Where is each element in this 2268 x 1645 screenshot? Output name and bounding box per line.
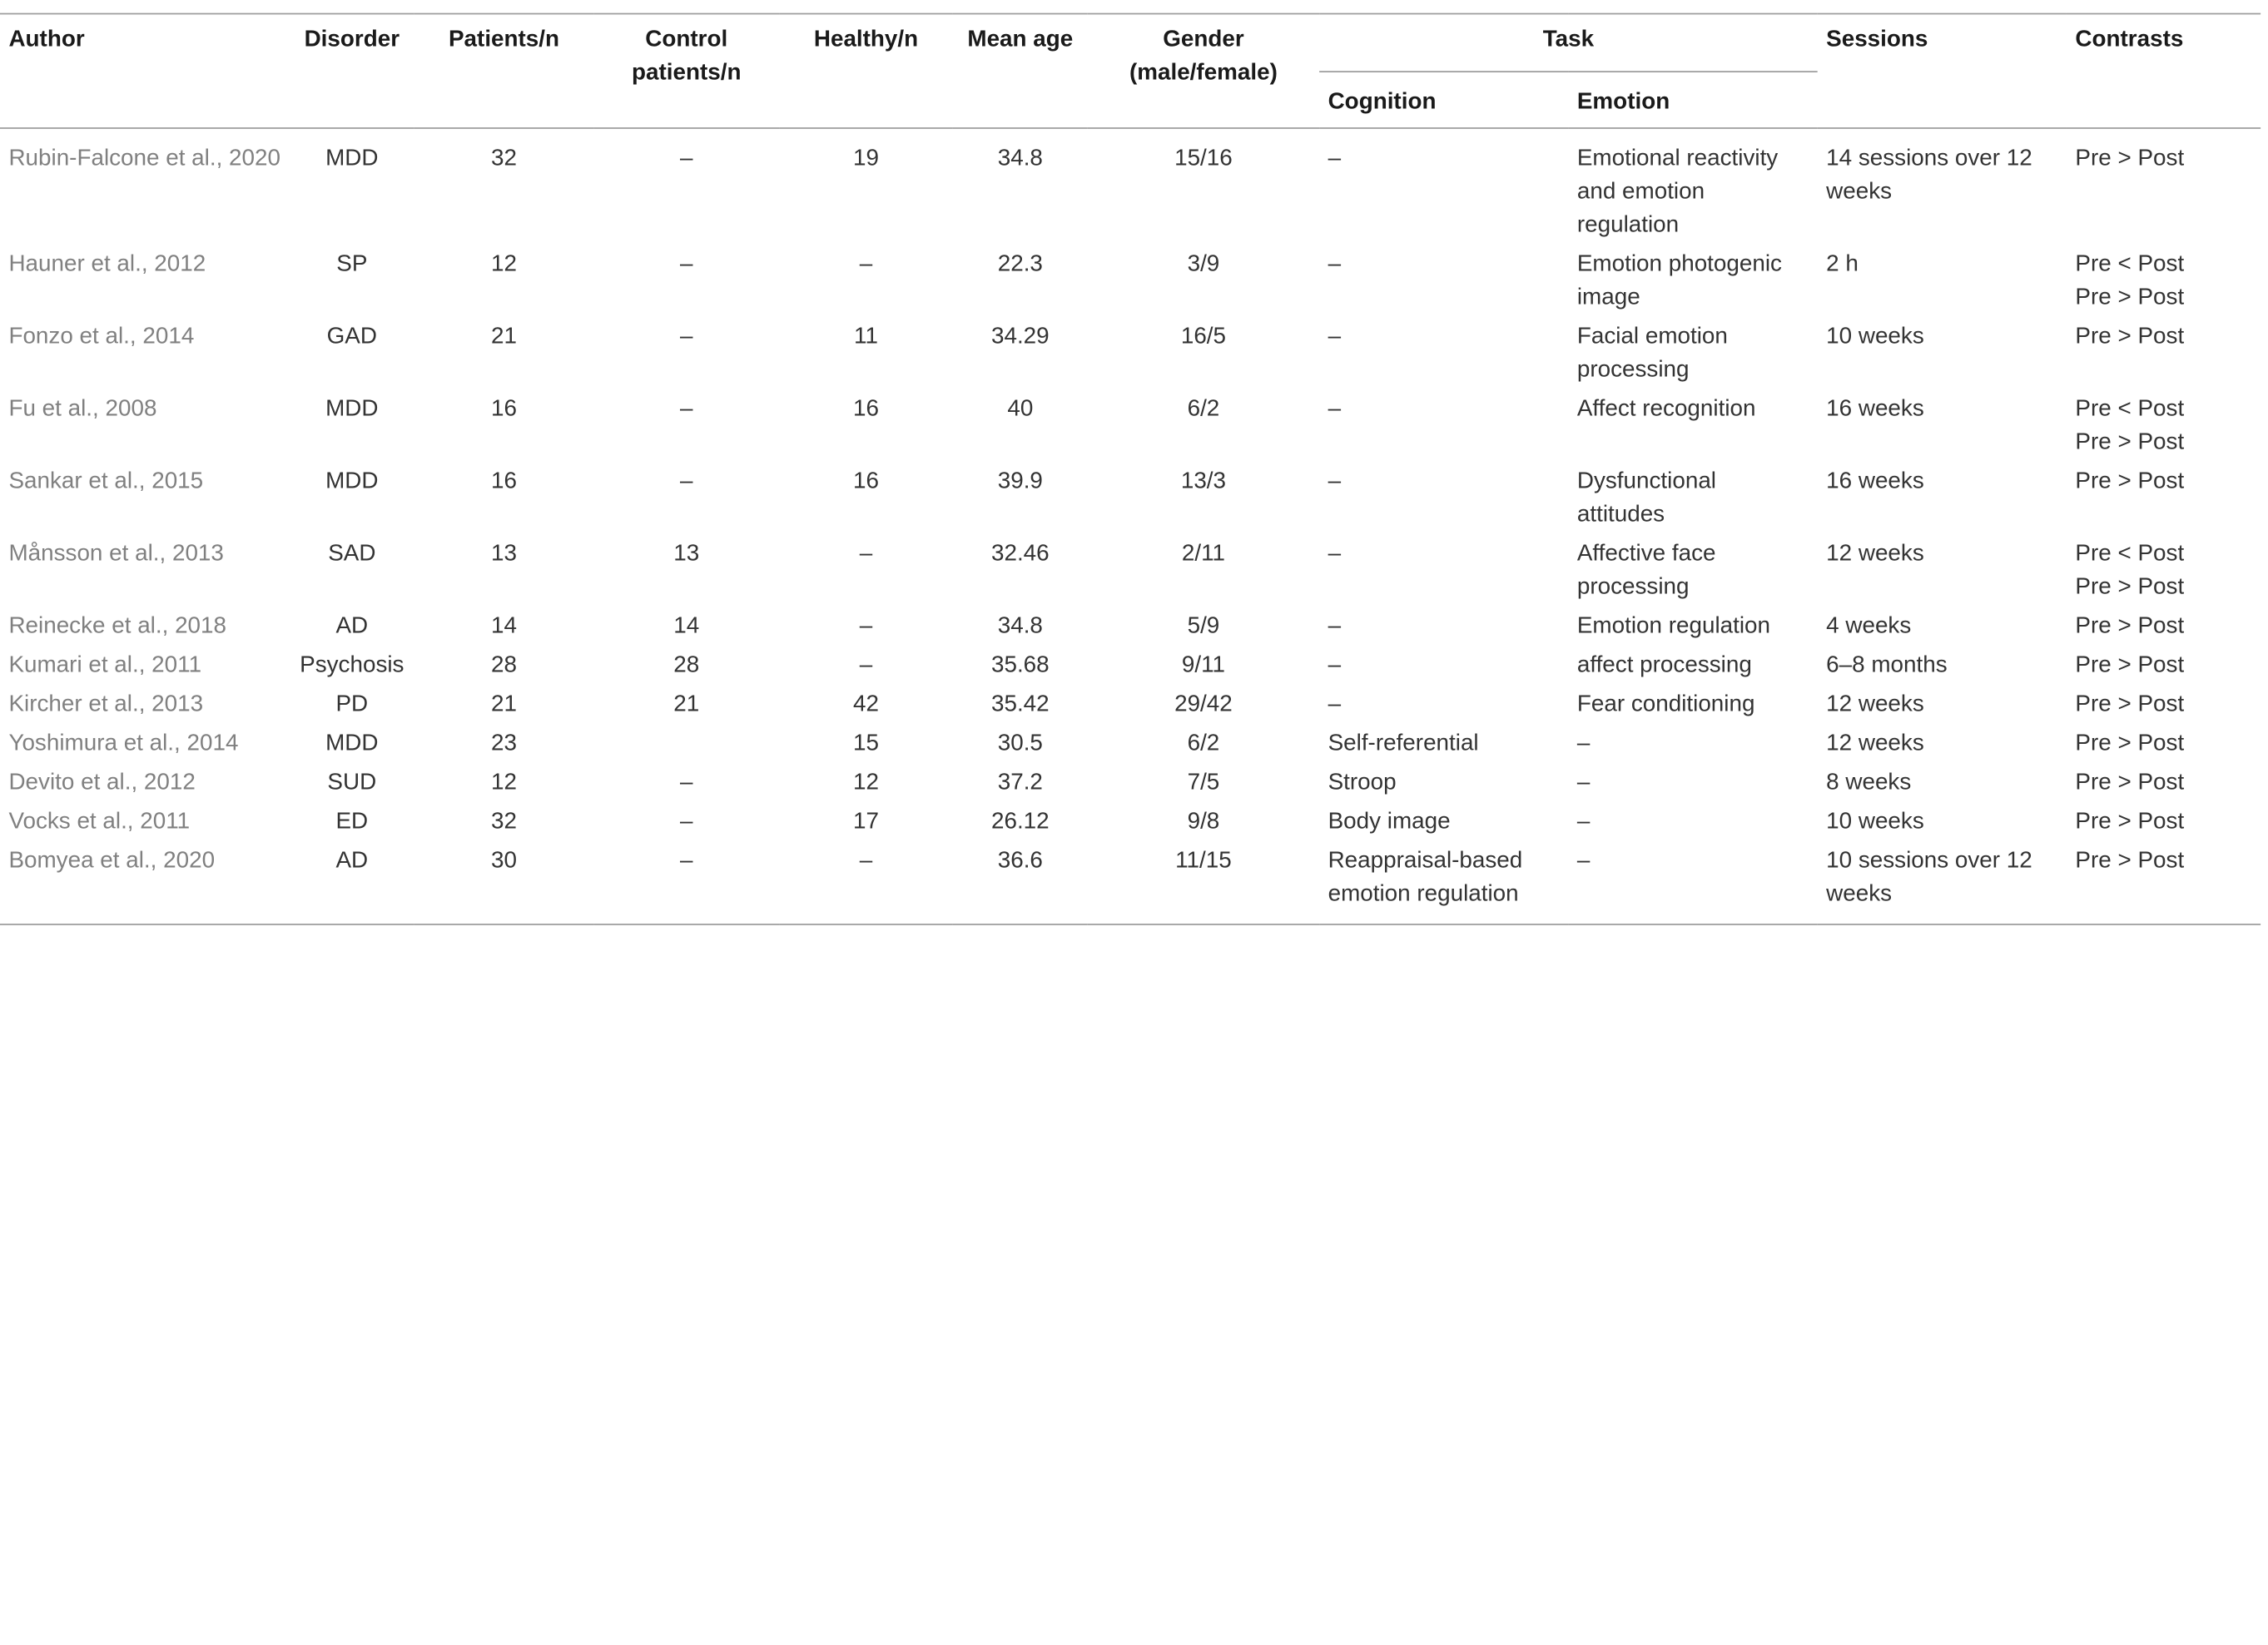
cell-contrasts xyxy=(2067,128,2261,245)
cell-healthy: – xyxy=(859,613,873,639)
cell-emotion: Affective face processing xyxy=(1576,541,1716,600)
cell-cognition: – xyxy=(1328,396,1342,422)
cell-mean-age: 36.6 xyxy=(953,841,1088,924)
contrast-line: Pre > Post xyxy=(2075,468,2185,494)
table-row xyxy=(0,646,2261,685)
cell-control-patients: – xyxy=(680,146,693,171)
cell-author: Kircher et al., 2013 xyxy=(8,691,204,717)
cell-cognition: – xyxy=(1328,691,1342,717)
cell-author: Bomyea et al., 2020 xyxy=(0,841,290,924)
cell-contrasts xyxy=(2067,802,2261,841)
contrast-line: Pre > Post xyxy=(2075,574,2185,600)
cell-disorder: SAD xyxy=(328,541,376,567)
cell-healthy: – xyxy=(859,541,873,567)
contrast-line: Pre > Post xyxy=(2075,285,2185,310)
cell-healthy: 15 xyxy=(853,731,879,756)
cell-healthy: 42 xyxy=(853,691,879,717)
cell-gender: 2/11 xyxy=(1181,541,1225,567)
cell-disorder: SP xyxy=(336,251,368,277)
cell-gender: 3/9 xyxy=(1187,251,1220,277)
table-row xyxy=(0,245,2261,317)
cell-mean-age: 34.8 xyxy=(997,146,1043,171)
cell-mean-age: 35.68 xyxy=(990,652,1050,678)
table-row xyxy=(0,685,2261,724)
contrast-line: Pre > Post xyxy=(2075,809,2185,835)
cell-emotion: Emotion regulation xyxy=(1576,613,1771,639)
header-sessions: Sessions xyxy=(1818,14,2067,128)
cell-gender: 29/42 xyxy=(1174,691,1233,717)
table-row xyxy=(0,128,2261,245)
cell-control-patients: 13 xyxy=(673,541,700,567)
header-patients: Patients/n xyxy=(414,14,594,128)
contrast-line: Pre > Post xyxy=(2075,613,2185,639)
cell-sessions: 4 weeks xyxy=(1826,613,1912,639)
cell-patients: 30 xyxy=(414,841,594,924)
cell-patients: 12 xyxy=(491,251,517,277)
cell-sessions: 14 sessions over 12 weeks xyxy=(1826,146,2032,205)
header-disorder: Disorder xyxy=(290,14,414,128)
cell-disorder: MDD xyxy=(325,146,379,171)
cell-cognition: – xyxy=(1328,324,1342,349)
cell-gender: 6/2 xyxy=(1187,396,1220,422)
cell-mean-age: 40 xyxy=(1007,396,1034,422)
cell-gender: 13/3 xyxy=(1180,468,1227,494)
cell-healthy: 19 xyxy=(853,146,879,171)
cell-cognition: – xyxy=(1328,251,1342,277)
cell-author: Kumari et al., 2011 xyxy=(8,652,202,678)
cell-contrasts xyxy=(2067,534,2261,607)
cell-contrasts xyxy=(2067,607,2261,646)
cell-emotion: Affect recognition xyxy=(1576,396,1756,422)
cell-mean-age: 32.46 xyxy=(990,541,1050,567)
cell-cognition: Self-referential xyxy=(1328,731,1479,756)
cell-cognition: – xyxy=(1328,613,1342,639)
cell-mean-age: 34.29 xyxy=(990,324,1050,349)
cell-disorder: GAD xyxy=(326,324,377,349)
cell-disorder: MDD xyxy=(325,468,379,494)
contrast-line: Pre > Post xyxy=(2075,324,2185,349)
table-row xyxy=(0,802,2261,841)
contrast-line: Pre > Post xyxy=(2075,770,2185,795)
contrast-line: Pre < Post xyxy=(2075,541,2185,567)
cell-gender: 7/5 xyxy=(1187,770,1220,795)
cell-author: Månsson et al., 2013 xyxy=(8,541,224,567)
cell-control-patients xyxy=(593,724,779,763)
cell-contrasts xyxy=(2067,646,2261,685)
cell-healthy: 16 xyxy=(853,468,879,494)
cell-emotion: – xyxy=(1576,770,1591,795)
contrast-line: Pre > Post xyxy=(2075,691,2185,717)
cell-mean-age: 34.8 xyxy=(997,613,1043,639)
cell-cognition: Reappraisal-based emotion regulation xyxy=(1319,841,1568,924)
table-row xyxy=(0,389,2261,462)
studies-table xyxy=(0,13,2261,925)
cell-patients: 16 xyxy=(491,468,517,494)
cell-sessions: 16 weeks xyxy=(1826,396,1924,422)
cell-control-patients: – xyxy=(680,770,693,795)
cell-patients: 21 xyxy=(491,324,517,349)
cell-cognition: Stroop xyxy=(1328,770,1397,795)
cell-sessions: 12 weeks xyxy=(1826,541,1924,567)
contrast-line: Pre > Post xyxy=(2075,848,2185,874)
header-mean-age: Mean age xyxy=(953,14,1088,128)
cell-contrasts xyxy=(2067,462,2261,534)
cell-control-patients: – xyxy=(680,251,693,277)
contrast-line: Pre < Post xyxy=(2075,396,2185,422)
cell-disorder: SUD xyxy=(327,770,377,795)
cell-sessions: 6–8 months xyxy=(1826,652,1948,678)
cell-author: Devito et al., 2012 xyxy=(8,770,196,795)
cell-disorder: Psychosis xyxy=(300,652,404,678)
cell-sessions: 12 weeks xyxy=(1826,691,1924,717)
cell-healthy: 16 xyxy=(853,396,879,422)
cell-contrasts xyxy=(2067,245,2261,317)
cell-sessions: 12 weeks xyxy=(1826,731,1924,756)
cell-cognition: – xyxy=(1328,652,1342,678)
cell-patients: 14 xyxy=(491,613,517,639)
cell-gender: 9/11 xyxy=(1181,652,1225,678)
header-author: Author xyxy=(0,14,290,128)
cell-healthy: – xyxy=(779,841,953,924)
cell-patients: 16 xyxy=(491,396,517,422)
cell-author: Fonzo et al., 2014 xyxy=(8,324,195,349)
cell-gender: 16/5 xyxy=(1180,324,1227,349)
cell-control-patients: – xyxy=(680,468,693,494)
cell-author: Reinecke et al., 2018 xyxy=(8,613,227,639)
cell-patients: 21 xyxy=(491,691,517,717)
cell-disorder: AD xyxy=(335,613,369,639)
cell-control-patients: – xyxy=(680,324,693,349)
cell-control-patients: 21 xyxy=(673,691,700,717)
cell-mean-age: 35.42 xyxy=(990,691,1050,717)
cell-author: Fu et al., 2008 xyxy=(8,396,157,422)
cell-healthy: 17 xyxy=(853,809,879,835)
contrast-line: Pre > Post xyxy=(2075,429,2185,455)
cell-patients: 28 xyxy=(491,652,517,678)
cell-sessions: 10 weeks xyxy=(1826,324,1924,349)
cell-disorder: MDD xyxy=(325,731,379,756)
cell-sessions: 10 weeks xyxy=(1826,809,1924,835)
cell-healthy: – xyxy=(859,652,873,678)
cell-sessions: 8 weeks xyxy=(1826,770,1912,795)
cell-author: Vocks et al., 2011 xyxy=(8,809,191,835)
cell-author: Yoshimura et al., 2014 xyxy=(8,731,239,756)
cell-author: Rubin-Falcone et al., 2020 xyxy=(8,146,280,171)
cell-emotion: Facial emotion processing xyxy=(1576,324,1728,383)
table-row xyxy=(0,534,2261,607)
header-contrasts: Contrasts xyxy=(2067,14,2261,128)
header-healthy: Healthy/n xyxy=(779,14,953,128)
cell-control-patients: 14 xyxy=(673,613,700,639)
cell-emotion: – xyxy=(1576,809,1591,835)
cell-healthy: 12 xyxy=(853,770,879,795)
cell-contrasts xyxy=(2067,389,2261,462)
cell-healthy: 11 xyxy=(854,324,878,349)
cell-sessions: 10 sessions over 12 weeks xyxy=(1818,841,2067,924)
cell-control-patients: – xyxy=(680,396,693,422)
cell-gender: 15/16 xyxy=(1174,146,1233,171)
cell-cognition: – xyxy=(1328,541,1342,567)
cell-patients: 13 xyxy=(491,541,517,567)
cell-sessions: 2 h xyxy=(1826,251,1859,277)
table-row xyxy=(0,607,2261,646)
cell-disorder: PD xyxy=(335,691,369,717)
cell-mean-age: 30.5 xyxy=(997,731,1043,756)
cell-healthy: – xyxy=(859,251,873,277)
cell-emotion: Fear conditioning xyxy=(1576,691,1755,717)
cell-emotion: Dysfunctional attitudes xyxy=(1576,468,1716,528)
cell-control-patients: – xyxy=(680,809,693,835)
header-task: Task xyxy=(1319,14,1818,72)
contrast-line: Pre > Post xyxy=(2075,652,2185,678)
cell-emotion: – xyxy=(1576,731,1591,756)
cell-control-patients: – xyxy=(593,841,779,924)
cell-disorder: AD xyxy=(290,841,414,924)
cell-patients: 32 xyxy=(491,809,517,835)
cell-sessions: 16 weeks xyxy=(1826,468,1924,494)
contrast-line: Pre > Post xyxy=(2075,146,2185,171)
table-row xyxy=(0,462,2261,534)
cell-cognition: Body image xyxy=(1328,809,1451,835)
table-row xyxy=(0,841,2261,924)
cell-gender: 9/8 xyxy=(1187,809,1220,835)
contrast-line: Pre > Post xyxy=(2075,731,2185,756)
cell-cognition: – xyxy=(1328,146,1342,171)
cell-contrasts xyxy=(2067,763,2261,802)
cell-disorder: ED xyxy=(335,809,369,835)
cell-emotion: – xyxy=(1568,841,1817,924)
cell-control-patients: 28 xyxy=(673,652,700,678)
cell-author: Hauner et al., 2012 xyxy=(8,251,206,277)
table-row xyxy=(0,724,2261,763)
contrast-line: Pre < Post xyxy=(2075,251,2185,277)
cell-emotion: Emotional reactivity and emotion regulation xyxy=(1576,146,1779,238)
cell-mean-age: 22.3 xyxy=(997,251,1043,277)
cell-patients: 23 xyxy=(491,731,517,756)
cell-patients: 32 xyxy=(491,146,517,171)
table-row xyxy=(0,317,2261,389)
cell-mean-age: 26.12 xyxy=(990,809,1050,835)
header-cognition: Cognition xyxy=(1319,72,1568,128)
cell-contrasts xyxy=(2067,724,2261,763)
cell-contrasts xyxy=(2067,841,2261,924)
cell-emotion: Emotion photogenic image xyxy=(1576,251,1782,310)
header-control-patients: Control patients/n xyxy=(593,14,779,128)
cell-gender: 11/15 xyxy=(1088,841,1319,924)
cell-author: Sankar et al., 2015 xyxy=(8,468,204,494)
cell-mean-age: 39.9 xyxy=(997,468,1043,494)
header-emotion: Emotion xyxy=(1568,72,1817,128)
cell-disorder: MDD xyxy=(325,396,379,422)
cell-gender: 6/2 xyxy=(1187,731,1220,756)
cell-contrasts xyxy=(2067,317,2261,389)
cell-gender: 5/9 xyxy=(1187,613,1220,639)
cell-emotion: affect processing xyxy=(1576,652,1752,678)
cell-contrasts xyxy=(2067,685,2261,724)
header-gender: Gender (male/female) xyxy=(1088,14,1319,128)
table-row xyxy=(0,763,2261,802)
cell-mean-age: 37.2 xyxy=(997,770,1043,795)
cell-cognition: – xyxy=(1328,468,1342,494)
cell-patients: 12 xyxy=(491,770,517,795)
